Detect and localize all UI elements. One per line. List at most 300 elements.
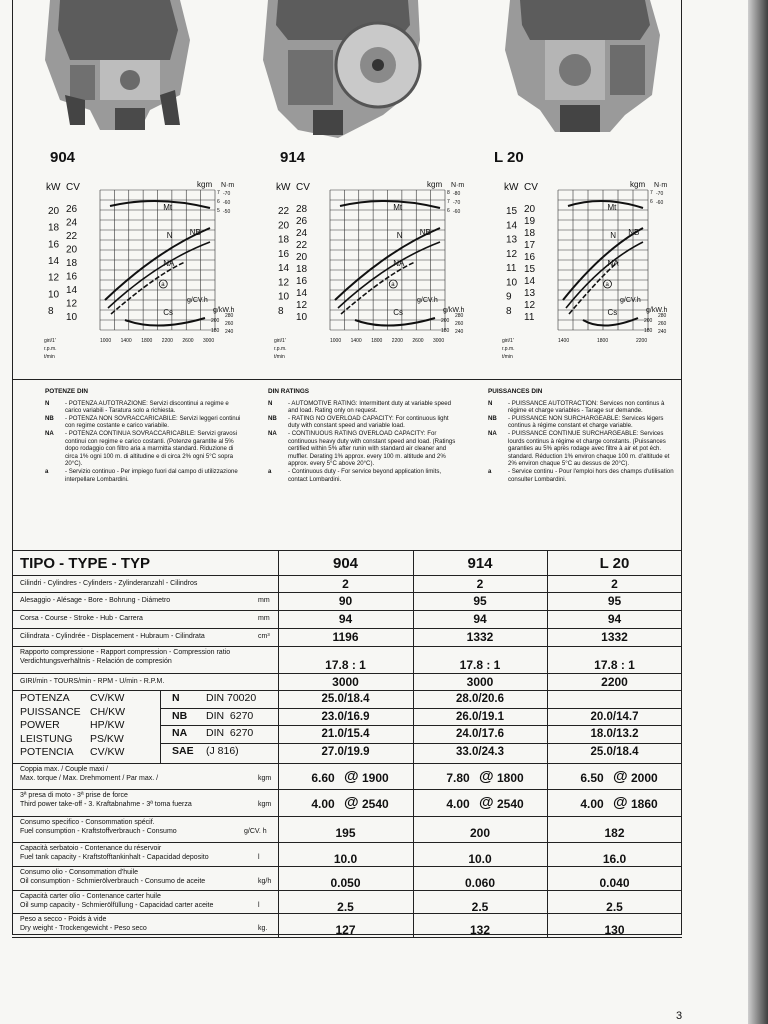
cv-tick-label: 13 [524, 288, 536, 299]
at-rpm-icon: @ [344, 768, 359, 785]
kw-axis-label: kW [276, 182, 291, 193]
legend-key: N [45, 399, 50, 407]
spec-value: 195 [335, 826, 356, 840]
engine-904-photo [30, 0, 190, 135]
gkwh-tick-label: 280 [455, 313, 464, 319]
legend-heading: PUISSANCES DIN [488, 388, 543, 395]
kgm-tick-label: 6 [650, 199, 653, 205]
table-head-label: TIPO - TYPE - TYP [20, 555, 151, 572]
nm-tick-label: -70 [656, 191, 664, 197]
model-title-l20: L 20 [494, 149, 524, 166]
gkwh-tick-label: 240 [455, 329, 464, 335]
engine-l20-photo [500, 0, 665, 135]
gkwh-label: g/kW.h [213, 307, 235, 314]
rpm-tick-label: 1000 [100, 338, 112, 344]
power-name: POTENZA [20, 692, 70, 704]
legend-key: N [268, 399, 273, 407]
kw-tick-label: 13 [506, 234, 518, 246]
rpm-tick-label: 3000 [433, 338, 445, 344]
gkwh-tick-label: 260 [225, 321, 234, 327]
curve-label-na: NA [607, 259, 619, 268]
power-value: 20.0/14.7 [590, 710, 639, 723]
spec-value: 10.0 [333, 852, 358, 866]
torque-curve [568, 201, 643, 208]
at-rpm-icon: @ [613, 768, 628, 785]
spec-value: 94 [473, 612, 487, 626]
divider-charts [12, 379, 682, 380]
kgm-tick-label: 8 [447, 190, 450, 196]
curve-label-a: a [391, 282, 395, 288]
rpm-tick-label: 1000 [330, 338, 342, 344]
spec-value: 2.5 [471, 900, 489, 914]
cv-axis-label: CV [66, 182, 80, 193]
spec-value: 3000 [466, 675, 494, 689]
gkwh-tick-label: 280 [658, 313, 667, 319]
kgm-tick-label: 7 [447, 199, 450, 205]
page-number: 3 [676, 1010, 683, 1022]
curve-label-na: NA [393, 259, 405, 268]
spec-value: 2.5 [337, 900, 354, 914]
legend-row [268, 430, 458, 468]
power-norm: DIN 70020 [206, 692, 257, 704]
cv-tick-label: 16 [524, 252, 536, 263]
spec-row-unit: kgm [258, 801, 272, 808]
rpm-tick-label: 2200 [636, 338, 648, 344]
spec-value: 4.00 [580, 797, 604, 811]
at-rpm-icon: @ [344, 794, 359, 811]
table-rule [12, 913, 682, 914]
kgm-tick-label: 7 [650, 190, 653, 196]
cv-tick-label: 16 [66, 271, 78, 283]
gcvh-tick-label: 200 [211, 318, 220, 324]
spec-value: 0.060 [464, 876, 496, 890]
legend-text: - AUTOMOTIVE RATING: Intermittent duty at variable speed and load. Rating only on request. [288, 399, 452, 415]
spec-row-unit: g/CV. h [244, 828, 267, 835]
power-code: NA [172, 727, 188, 739]
spec-row-label: Consumo specifico - Consommation spécif. Fuel consumption - Kraftstoffverbrauch - Consumo [20, 819, 177, 835]
kw-tick-label: 8 [278, 306, 284, 317]
kw-tick-label: 9 [506, 291, 512, 303]
kw-tick-label: 10 [278, 291, 290, 303]
table-rule [12, 789, 682, 790]
table-rule [12, 610, 682, 611]
gkwh-tick-label: 240 [658, 329, 667, 335]
spec-row-label: Cilindri - Cylindres - Cylinders - Zylinderanzahl - Cilindros [20, 580, 198, 587]
spec-value: 95 [473, 594, 487, 608]
cv-tick-label: 10 [296, 312, 308, 323]
nm-axis-label: N·m [221, 182, 235, 189]
power-code: SAE [172, 744, 194, 757]
table-rule [12, 628, 682, 629]
kw-tick-label: 10 [48, 289, 60, 301]
torque-curve [110, 201, 210, 208]
legend-heading: DIN RATINGS [268, 388, 310, 395]
power-value: 26.0/19.1 [456, 710, 504, 723]
spec-value: 17.8 : 1 [325, 658, 366, 672]
cv-tick-label: 18 [66, 258, 78, 269]
consumption-curve [583, 318, 638, 326]
legend-text: - PUISSANCE CONTINUE SURCHARGEABLE: Services lourds continus à régime et charge constants. (Puissances garanties au 5% après rodage avec filtre à air et pot éch. standard. Réduction 1% environ chaque 100 m. d'altitude et 2% environ chaque 5°C au dessus de 20°C). [508, 429, 670, 468]
table-col-rule [547, 550, 548, 937]
kgm-tick-label: 6 [447, 208, 450, 214]
curve-label-cs: Cs [607, 308, 618, 317]
nm-axis-label: N·m [451, 182, 465, 189]
spec-value: 17.8 : 1 [594, 658, 635, 672]
power-name: POTENCIA [20, 746, 74, 758]
spec-row-label: Peso a secco - Poids à vide Dry weight - Trockengewicht - Peso seco [20, 916, 147, 932]
table-rule [12, 816, 682, 817]
legend-key: a [488, 467, 492, 475]
kw-tick-label: 14 [506, 220, 518, 232]
spec-row-unit: kgm [258, 775, 272, 782]
spec-rpm-value: 2540 [497, 797, 524, 811]
legend-french [488, 388, 676, 483]
legend-row [268, 468, 458, 483]
legend-text: - RATING NO OVERLOAD CAPACITY: For continuous light duty with constant speed and variable load. [288, 414, 449, 430]
legend-key: NA [268, 429, 277, 437]
legend-italian [45, 388, 245, 483]
nm-tick-label: -50 [223, 209, 231, 215]
power-unit: PS/KW [90, 732, 124, 745]
legend-text: - PUISSANCE NON SURCHARGEABLE: Services légers continus à régime constant et charge variable. [508, 414, 664, 430]
spec-row-unit: mm [258, 615, 270, 622]
gcvh-tick-label: 200 [644, 318, 653, 324]
spec-row-unit: mm [258, 597, 270, 604]
table-rule [12, 763, 682, 764]
gcvh-label: g/CV.h [417, 297, 438, 304]
gkwh-label: g/kW.h [443, 307, 465, 314]
spec-value: 16.0 [602, 852, 627, 866]
cv-tick-label: 24 [296, 228, 308, 239]
gkwh-tick-label: 260 [658, 321, 667, 327]
spec-row-label: Rapporto compressione - Rapport compression - Compression ratio Verdichtungsverhältnis - Relación de compresión [20, 649, 231, 665]
spec-value: 7.80 [446, 771, 470, 785]
cv-tick-label: 16 [296, 276, 308, 287]
curve-label-n: N [166, 231, 173, 240]
gcvh-tick-label: 180 [441, 328, 450, 334]
table-col-head: 914 [467, 555, 493, 572]
nm-axis-label: N·m [654, 182, 668, 189]
legend-text: - POTENZA CONTINUA SOVRACCARICABILE: Servizi gravosi continui con regime e carico costanti. (Potenze garantite al 5% dopo rodaggio con filtro aria a marmitta standard. Riduzione di circa 1% ogni 100 m. di altitudine e di circa 2% ogni 5°C sopra 20°C). [65, 429, 238, 468]
legend-text: - Servizio continuo - Per impiego fuori dal campo di utilizzazione interpellare Lombardini. [65, 467, 238, 483]
kw-tick-label: 18 [48, 222, 60, 234]
power-value: 25.0/18.4 [590, 745, 639, 758]
spec-rpm-value: 2540 [362, 797, 389, 811]
spec-row-label: Capacità serbatoio - Contenance du réservoir Fuel tank capacity - Kraftstofftankinhalt - Capacidad deposito [20, 845, 209, 861]
rpm-axis-label: giri/1' [274, 338, 286, 344]
kgm-tick-label: 7 [217, 190, 220, 196]
kw-tick-label: 16 [278, 248, 290, 260]
spec-value: 1196 [332, 630, 359, 644]
kw-tick-label: 11 [506, 263, 517, 275]
power-value: 21.0/15.4 [321, 728, 370, 740]
spec-value: 4.00 [446, 797, 470, 811]
cv-tick-label: 20 [524, 204, 536, 215]
gcvh-label: g/CV.h [187, 297, 208, 304]
cv-tick-label: 12 [296, 300, 308, 311]
power-value: 24.0/17.6 [456, 728, 504, 740]
at-rpm-icon: @ [613, 794, 628, 811]
legend-row [488, 468, 676, 483]
spec-value: 6.50 [580, 771, 604, 785]
legend-text: - Continuous duty - For service beyond application limits, contact Lombardini. [288, 467, 442, 483]
power-value: 33.0/24.3 [456, 745, 504, 758]
table-rule [12, 842, 682, 843]
cv-tick-label: 17 [524, 240, 536, 251]
kgm-axis-label: kgm [197, 180, 213, 189]
kw-axis-label: kW [46, 182, 61, 193]
curve-label-cs: Cs [393, 308, 404, 317]
kw-tick-label: 18 [278, 234, 290, 246]
table-rule [12, 890, 682, 891]
power-unit: CV/KW [90, 692, 125, 704]
rpm-axis-label: r.p.m. [44, 346, 57, 352]
spec-value: 4.00 [311, 797, 335, 811]
power-unit: HP/KW [90, 719, 125, 731]
legend-row [45, 430, 245, 468]
rpm-axis-label: r.p.m. [502, 346, 515, 352]
spec-value: 2.5 [606, 900, 623, 914]
cv-tick-label: 14 [66, 285, 78, 296]
gcvh-tick-label: 180 [211, 328, 220, 334]
power-value: 27.0/19.9 [321, 745, 370, 758]
spec-value: 200 [469, 826, 491, 840]
gkwh-tick-label: 280 [225, 313, 234, 319]
spec-value: 130 [604, 923, 625, 937]
legend-row [45, 468, 245, 483]
spec-rpm-value: 1800 [497, 771, 524, 785]
cv-tick-label: 15 [524, 264, 536, 275]
rpm-tick-label: 1400 [558, 338, 570, 344]
rpm-tick-label: 1800 [141, 338, 153, 344]
spec-row-label: Consumo olio - Consommation d'huile Oil consumption - Schmierölverbrauch - Consumo de aceite [20, 869, 206, 885]
kw-tick-label: 15 [506, 206, 518, 217]
table-rule [12, 550, 682, 551]
table-rule [12, 592, 682, 593]
spec-row-label: Capacità carter olio - Contenance carter huile Oil sump capacity - Schmierölfüllung - Capacidad carter aceite [20, 893, 214, 909]
consumption-curve [125, 318, 205, 326]
nm-tick-label: -70 [453, 200, 461, 206]
power-sub-rule [160, 708, 682, 709]
table-rule [12, 673, 682, 674]
table-col-head: 904 [332, 555, 359, 572]
curve-label-a: a [161, 282, 165, 288]
power-name: LEISTUNG [20, 732, 73, 745]
kw-tick-label: 12 [506, 248, 518, 260]
table-col-rule [160, 690, 161, 763]
power-norm: DIN 6270 [206, 727, 254, 739]
legend-row [45, 415, 245, 430]
rpm-axis-label: t/min [274, 354, 285, 360]
cv-tick-label: 22 [296, 240, 308, 251]
kw-tick-label: 14 [48, 256, 60, 267]
rpm-axis-label: t/min [502, 354, 513, 360]
spec-row-unit: kg. [258, 925, 268, 932]
legend-text: - CONTINUOUS RATING OVERLOAD CAPACITY: For continuous heavy duty with constant speed and load. (Ratings certified within 5% after runin with standard air cleaner and muffler. Derating 1% approx. every 100 m. altitude and 2% approx. every 5°C above 20°C). [288, 429, 456, 468]
kgm-axis-label: kgm [427, 180, 443, 189]
kw-tick-label: 22 [278, 206, 290, 217]
cv-axis-label: CV [296, 182, 310, 193]
spec-row-unit: l [258, 854, 260, 861]
gcvh-label: g/CV.h [620, 297, 641, 304]
nm-tick-label: -60 [453, 209, 461, 215]
rpm-tick-label: 2200 [161, 338, 173, 344]
spec-value: 3000 [332, 675, 359, 689]
spec-value: 2 [476, 577, 484, 591]
legend-key: a [45, 467, 49, 475]
power-name: POWER [20, 719, 60, 731]
legend-english [268, 388, 458, 483]
kgm-tick-label: 6 [217, 199, 220, 205]
spec-value: 1332 [466, 630, 494, 644]
table-col-head: L 20 [599, 555, 630, 572]
spec-value: 17.8 : 1 [459, 658, 501, 672]
cv-tick-label: 26 [66, 204, 78, 215]
curve-label-cs: Cs [163, 308, 174, 317]
kw-tick-label: 20 [278, 220, 290, 232]
legend-key: NA [488, 429, 497, 437]
spec-row-label: Cilindrata - Cylindrée - Displacement - Hubraum - Cilindrata [20, 633, 205, 640]
table-rule [12, 866, 682, 867]
spec-value: 2200 [601, 675, 628, 689]
nm-tick-label: -70 [223, 191, 231, 197]
kw-axis-label: kW [504, 182, 519, 193]
torque-curve [340, 201, 440, 208]
rpm-tick-label: 1800 [597, 338, 609, 344]
table-rule [12, 937, 682, 938]
cv-tick-label: 22 [66, 231, 78, 242]
spec-row-label: 3ª presa di moto - 3ª prise de force Third power take-off - 3. Kraftabnahme - 3ª toma fuerza [20, 792, 192, 808]
spec-value: 1332 [601, 630, 628, 644]
legend-key: NB [268, 414, 277, 422]
curve-label-na: NA [163, 259, 175, 268]
power-value: 23.0/16.9 [321, 710, 370, 723]
curve-label-nb: NB [419, 228, 431, 237]
nm-tick-label: -60 [656, 200, 664, 206]
spec-row-label: Corsa - Course - Stroke - Hub - Carrera [20, 615, 143, 622]
spec-value: 95 [607, 594, 622, 608]
rpm-tick-label: 1800 [371, 338, 383, 344]
cv-tick-label: 18 [296, 264, 308, 275]
rpm-tick-label: 1400 [350, 338, 362, 344]
legend-text: - Service continu - Pour l'emploi hors des champs d'utilisation consulter Lombardini. [508, 467, 674, 483]
rpm-axis-label: t/min [44, 354, 55, 360]
table-rule [12, 575, 682, 576]
kw-tick-label: 12 [278, 277, 290, 289]
spec-row-label: Alesaggio - Alésage - Bore - Bohrung - Diámetro [20, 597, 171, 604]
power-unit: CH/KW [90, 705, 125, 718]
legend-key: NA [45, 429, 54, 437]
kgm-tick-label: 5 [217, 208, 220, 214]
cv-tick-label: 12 [524, 300, 536, 311]
cv-tick-label: 19 [524, 216, 536, 227]
legend-key: NB [45, 414, 54, 422]
rpm-tick-label: 3000 [203, 338, 215, 344]
rpm-tick-label: 2600 [182, 338, 194, 344]
spec-value: 6.60 [311, 771, 335, 785]
legend-key: a [268, 467, 272, 475]
power-norm: (J 816) [206, 744, 239, 757]
cv-tick-label: 14 [524, 276, 536, 287]
legend-key: NB [488, 414, 497, 422]
cv-tick-label: 28 [296, 204, 308, 215]
power-value: 18.0/13.2 [590, 728, 639, 740]
performance-chart-904 [40, 172, 235, 362]
power-value: 28.0/20.6 [456, 693, 504, 705]
spec-row-unit: l [258, 902, 260, 909]
spec-value: 2 [611, 577, 618, 591]
at-rpm-icon: @ [479, 794, 494, 811]
consumption-curve [355, 318, 435, 326]
spec-row-unit: kg/h [258, 878, 272, 885]
table-rule [12, 646, 682, 647]
kgm-axis-label: kgm [630, 180, 646, 189]
rpm-axis-label: giri/1' [44, 338, 56, 344]
legend-key: N [488, 399, 493, 407]
model-title-914: 914 [280, 149, 306, 166]
power-code: N [172, 692, 180, 704]
table-rule [12, 690, 682, 691]
spec-value: 0.050 [330, 876, 361, 890]
cv-tick-label: 18 [524, 228, 536, 239]
curve-label-mt: Mt [607, 203, 617, 212]
power-sub-rule [160, 743, 682, 744]
curve-label-nb: NB [189, 228, 201, 237]
spec-rpm-value: 1900 [362, 771, 389, 785]
legend-row [268, 415, 458, 430]
power-code: NB [172, 709, 188, 722]
cv-tick-label: 12 [66, 298, 78, 310]
curve-label-n: N [610, 231, 616, 240]
legend-heading: POTENZE DIN [45, 388, 88, 395]
gkwh-label: g/kW.h [646, 307, 668, 314]
performance-chart-l20 [498, 172, 678, 362]
kw-tick-label: 16 [48, 239, 60, 251]
gkwh-tick-label: 260 [455, 321, 464, 327]
spec-rpm-value: 2000 [631, 771, 658, 785]
legend-row [488, 415, 676, 430]
power-sub-rule [160, 725, 682, 726]
cv-tick-label: 20 [296, 252, 308, 263]
legend-row [45, 400, 245, 415]
spec-value: 182 [604, 826, 625, 840]
rpm-axis-label: r.p.m. [274, 346, 287, 352]
kw-tick-label: 20 [48, 206, 60, 217]
legend-row [488, 400, 676, 415]
kw-tick-label: 12 [48, 272, 60, 284]
cv-tick-label: 11 [524, 312, 535, 323]
curve-label-a: a [605, 282, 609, 288]
power-unit: CV/KW [90, 746, 125, 758]
power-value: 25.0/18.4 [321, 693, 370, 705]
cv-tick-label: 24 [66, 217, 78, 229]
rpm-tick-label: 1400 [120, 338, 132, 344]
cv-tick-label: 10 [66, 312, 78, 323]
gcvh-tick-label: 180 [644, 328, 653, 334]
curve-label-n: N [396, 231, 403, 240]
rpm-axis-label: giri/1' [502, 338, 514, 344]
cv-tick-label: 26 [296, 216, 308, 227]
rpm-tick-label: 2200 [391, 338, 403, 344]
engine-914-photo [258, 0, 428, 140]
gkwh-tick-label: 240 [225, 329, 234, 335]
kw-tick-label: 10 [506, 277, 518, 289]
at-rpm-icon: @ [479, 768, 494, 785]
kw-tick-label: 14 [278, 263, 290, 275]
spec-value: 132 [469, 923, 491, 937]
spec-row-label: GIRI/min - TOURS/min - RPM - U/min - R.P.M. [20, 678, 165, 685]
kw-tick-label: 8 [506, 306, 512, 317]
